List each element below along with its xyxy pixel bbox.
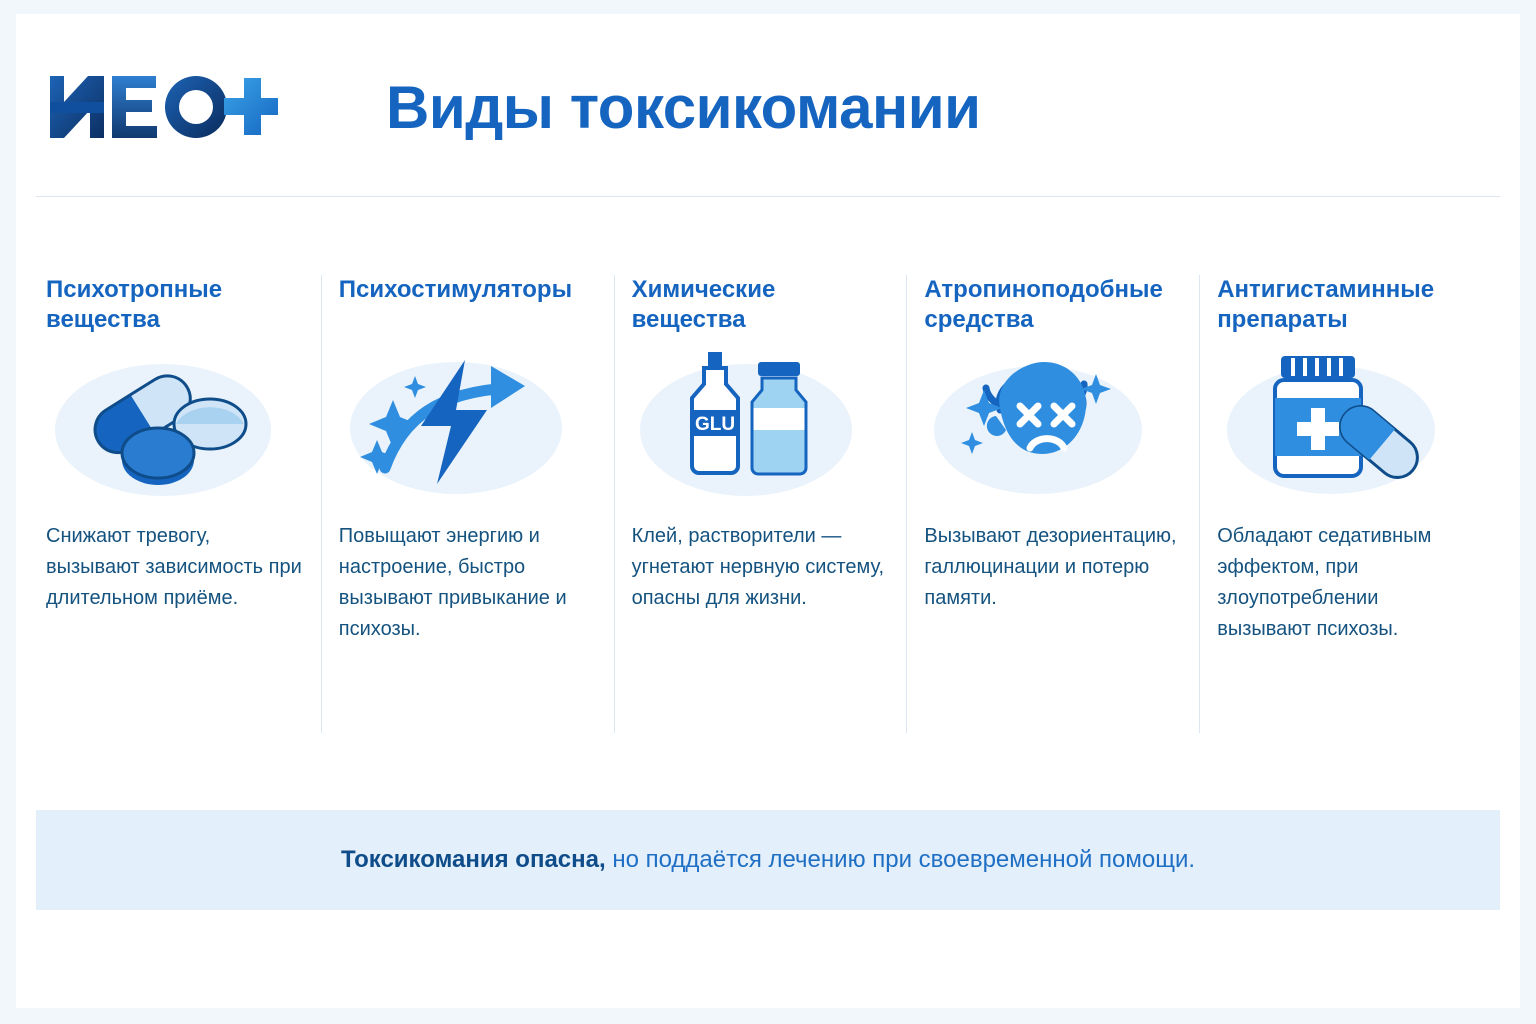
page-title: Виды токсикомании: [386, 73, 981, 141]
footer-banner: [36, 810, 1500, 910]
page-edge-right: [1520, 0, 1536, 1024]
banner-rest-text: но поддаётся лечению при своевременной помощи.: [605, 846, 1196, 873]
category-title: Психотропные вещества: [46, 276, 223, 334]
lightning-bolt-arrow-icon: [339, 343, 596, 513]
category-card-psychotropic: [36, 275, 329, 745]
category-description: Клей, растворители — угнетают нервную систему, опасны для жизни.: [631, 525, 885, 609]
category-card-chemicals: [622, 275, 915, 745]
category-description: Снижают тревогу, вызывают зависимость при длительном приёме.: [46, 525, 302, 609]
capsule-and-pills-icon: [46, 343, 303, 513]
page-edge-left: [0, 0, 16, 1024]
category-title: Атропиноподобные средства: [924, 276, 1163, 334]
category-description: Повыщают энергию и настроение, быстро вызывают привыкание и психозы.: [338, 525, 567, 640]
glue-label: GLU: [694, 413, 735, 435]
banner-bold-text: Токсикомания опасна,: [340, 846, 606, 873]
category-title: Антигистаминные препараты: [1217, 276, 1435, 334]
neo-plus-logo: [36, 72, 286, 142]
category-description: Обладают седативным эффектом, при злоупотреблении вызывают психозы.: [1217, 525, 1432, 640]
glue-and-solvent-bottles-icon: [632, 343, 889, 513]
page-edge-top: [0, 0, 1536, 14]
banner-text: [341, 846, 1195, 874]
categories-row: [36, 275, 1500, 745]
category-card-stimulants: [329, 275, 622, 745]
category-card-atropine: [914, 275, 1207, 745]
header-divider: [36, 196, 1500, 197]
category-title: Психостимуляторы: [338, 276, 573, 303]
header: [36, 42, 1500, 172]
page-edge-bottom: [0, 1008, 1536, 1024]
category-description: Вызывают дезориентацию, галлюцинации и потерю памяти.: [924, 525, 1177, 609]
category-title: Химические вещества: [631, 276, 776, 334]
dizzy-head-icon: [924, 343, 1181, 513]
pill-bottle-and-capsule-icon: [1217, 343, 1474, 513]
category-card-antihistamine: [1207, 275, 1500, 745]
logo-icon: [48, 72, 278, 142]
